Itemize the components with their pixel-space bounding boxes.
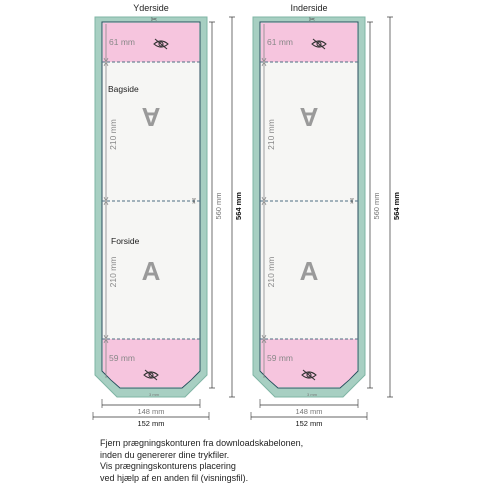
section-height-upper: 210 mm	[266, 119, 276, 150]
trim-area	[102, 22, 200, 388]
bleed-size-label: 3 mm	[149, 392, 159, 397]
scissors-icon	[189, 198, 198, 205]
top-fold-label: 61 mm	[267, 37, 293, 47]
bottom-fold-zone	[103, 339, 199, 387]
letter-upside-down: A	[299, 102, 319, 132]
bottom-fold-label: 59 mm	[109, 353, 135, 363]
outer-height-label: 564 mm	[392, 192, 401, 220]
inner-width-label: 148 mm	[295, 407, 323, 416]
trim-area	[260, 22, 358, 388]
section-label-front: Forside	[111, 236, 140, 246]
svg-text:✂: ✂	[347, 197, 356, 205]
note-line-2: inden du genererer dine trykfiler.	[100, 449, 230, 460]
outer-width-label: 152 mm	[137, 419, 165, 428]
bottom-fold-label: 59 mm	[267, 353, 293, 363]
section-height-upper: 210 mm	[108, 119, 118, 150]
outer-height-label: 564 mm	[234, 192, 243, 220]
letter-upright: A	[299, 256, 319, 286]
panel-title: Yderside	[133, 3, 169, 13]
section-height-lower: 210 mm	[266, 256, 276, 288]
section-label-back: Bagside	[108, 84, 139, 94]
note-line-1: Fjern prægningskonturen fra downloadskabelonen,	[100, 438, 304, 448]
outer-width-label: 152 mm	[295, 419, 323, 428]
inner-height-label: 560 mm	[372, 192, 381, 220]
inner-width-label: 148 mm	[137, 407, 165, 416]
instruction-note	[100, 438, 400, 484]
note-line-3: Vis prægningskonturens placering	[100, 461, 236, 471]
panel-inside	[251, 3, 401, 428]
section-height-lower: 210 mm	[108, 256, 118, 288]
svg-text:✂: ✂	[308, 15, 316, 24]
bleed-size-label: 3 mm	[307, 392, 317, 397]
svg-text:✂: ✂	[150, 15, 158, 24]
bottom-fold-zone	[261, 339, 357, 387]
inner-height-label: 560 mm	[214, 192, 223, 220]
panel-title: Inderside	[290, 3, 328, 13]
panel-outside	[93, 3, 243, 428]
svg-text:✂: ✂	[189, 197, 198, 205]
note-line-4: ved hjælp af en anden fil (visningsfil).	[100, 472, 249, 483]
letter-upright: A	[141, 256, 161, 286]
scissors-icon	[309, 15, 316, 24]
scissors-icon	[151, 15, 158, 24]
letter-upside-down: A	[141, 102, 161, 132]
top-fold-label: 61 mm	[109, 37, 135, 47]
scissors-icon	[347, 198, 356, 205]
